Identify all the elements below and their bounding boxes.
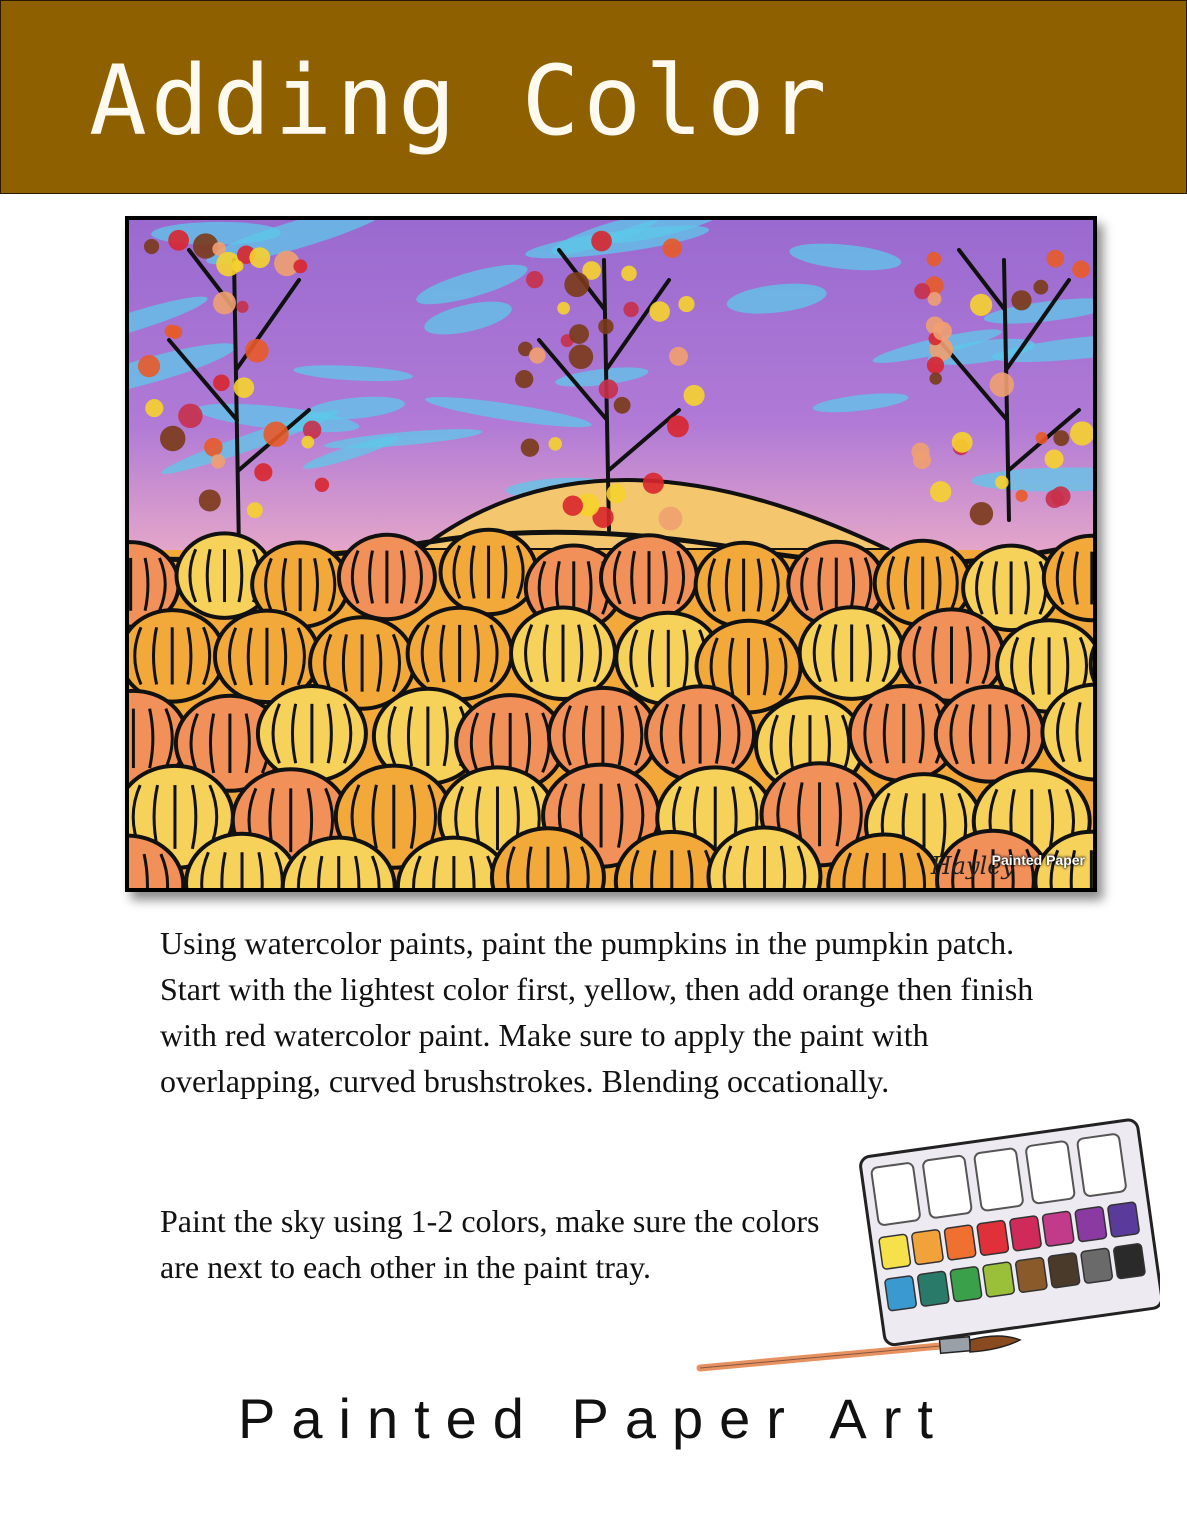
pumpkin — [408, 608, 512, 700]
watercolor-palette-icon — [690, 1110, 1160, 1380]
mixing-well — [1025, 1141, 1075, 1204]
painting-canvas — [129, 220, 1093, 888]
paint-pan — [1009, 1216, 1041, 1252]
leaf — [301, 436, 314, 449]
paint-pan — [950, 1266, 982, 1302]
pumpkin — [258, 686, 366, 781]
mixing-well — [922, 1155, 972, 1218]
leaf — [933, 322, 952, 341]
leaf — [1033, 280, 1048, 295]
pumpkin — [800, 607, 904, 699]
leaf — [929, 372, 941, 384]
paint-pan — [983, 1262, 1015, 1298]
leaf — [669, 347, 688, 366]
leaf — [649, 301, 670, 322]
leaf — [145, 399, 163, 417]
palette-tray — [859, 1119, 1160, 1346]
paint-pan — [1081, 1248, 1113, 1284]
leaf — [623, 302, 638, 317]
leaf — [569, 324, 589, 344]
leaf — [927, 357, 944, 374]
leaf — [1011, 290, 1031, 310]
mixing-well — [871, 1162, 921, 1225]
leaf — [1046, 490, 1064, 508]
paint-pan — [1048, 1253, 1080, 1289]
leaf — [263, 422, 288, 447]
instructions-paragraph-1: Using watercolor paints, paint the pumpkins in the pumpkin patch. Start with the lightest color first, yellow, then add orange then finish with red watercolor paint. Make sure to apply the paint with overlapping, curved brushstrokes. Blending occationally. — [160, 925, 1034, 1099]
leaf — [914, 283, 930, 299]
instructions-paragraph-2: Paint the sky using 1-2 colors, make sure the colors are next to each other in the paint tray. — [160, 1203, 820, 1285]
leaf — [213, 292, 236, 315]
leaf — [254, 463, 272, 481]
leaf — [659, 507, 683, 531]
leaf — [678, 296, 694, 312]
leaf — [526, 271, 543, 288]
leaf — [614, 397, 631, 414]
leaf — [144, 239, 159, 254]
leaf — [990, 372, 1014, 396]
leaf — [662, 238, 682, 258]
leaf — [927, 252, 942, 267]
leaf — [995, 476, 1008, 489]
leaf — [1015, 490, 1027, 502]
pumpkin — [511, 607, 615, 699]
leaf — [211, 454, 225, 468]
leaf — [199, 489, 221, 511]
leaf — [970, 294, 992, 316]
mixing-well — [974, 1148, 1024, 1211]
leaf — [930, 481, 951, 502]
leaf — [569, 345, 594, 370]
leaf — [247, 502, 263, 518]
leaf — [213, 374, 230, 391]
pumpkin-patch-painting — [125, 216, 1097, 892]
leaf — [168, 230, 189, 251]
paintbrush — [700, 1336, 1020, 1368]
pumpkin — [936, 687, 1044, 782]
leaf — [667, 415, 689, 437]
leaf — [515, 370, 533, 388]
pumpkin — [129, 610, 224, 702]
leaf — [557, 302, 570, 315]
title-banner — [0, 0, 1187, 194]
paint-pan — [885, 1276, 917, 1312]
leaf — [598, 319, 613, 334]
paint-pan — [1075, 1206, 1107, 1242]
paintbrush-icon — [690, 1110, 1160, 1380]
leaf — [549, 437, 562, 450]
leaf — [1053, 430, 1069, 446]
leaf — [178, 404, 202, 428]
paint-pan — [944, 1225, 976, 1261]
leaf — [970, 502, 993, 525]
mixing-well — [1077, 1133, 1127, 1196]
leaf — [204, 438, 223, 457]
paint-pan — [879, 1234, 911, 1270]
leaf — [315, 478, 329, 492]
pumpkin — [601, 535, 697, 619]
leaf — [231, 260, 243, 272]
leaf — [952, 432, 973, 453]
leaf — [169, 325, 183, 339]
paint-pan — [977, 1220, 1009, 1256]
leaf — [1036, 432, 1048, 444]
pumpkin — [339, 535, 435, 619]
paint-pan — [1113, 1243, 1145, 1279]
paint-pan — [911, 1229, 943, 1265]
leaf — [521, 438, 539, 456]
leaf — [606, 484, 625, 503]
leaf — [564, 272, 589, 297]
paint-pan — [1015, 1257, 1047, 1293]
leaf — [249, 247, 270, 268]
watermark: Painted Paper — [991, 852, 1085, 868]
leaf — [621, 266, 637, 282]
artist-signature: Hayley — [930, 852, 1015, 880]
leaf — [643, 473, 664, 494]
paint-pan — [1107, 1202, 1139, 1238]
leaf — [913, 451, 931, 469]
paint-pan — [917, 1271, 949, 1307]
leaf — [1045, 450, 1064, 469]
leaf — [237, 301, 249, 313]
leaf — [1072, 261, 1090, 279]
leaf — [234, 377, 255, 398]
leaf — [293, 259, 307, 273]
pumpkin — [441, 530, 537, 614]
leaf — [591, 231, 612, 252]
paint-pan — [1042, 1211, 1074, 1247]
leaf — [138, 355, 160, 377]
leaf — [563, 496, 583, 516]
leaf — [599, 379, 618, 398]
leaf — [245, 339, 269, 363]
leaf — [1046, 250, 1064, 268]
pumpkin — [696, 543, 792, 627]
page-title: Adding Color — [89, 45, 831, 157]
leaf — [684, 385, 705, 406]
footer-brand: Painted Paper Art — [238, 1387, 949, 1450]
leaf — [529, 347, 545, 363]
leaf — [160, 426, 185, 451]
